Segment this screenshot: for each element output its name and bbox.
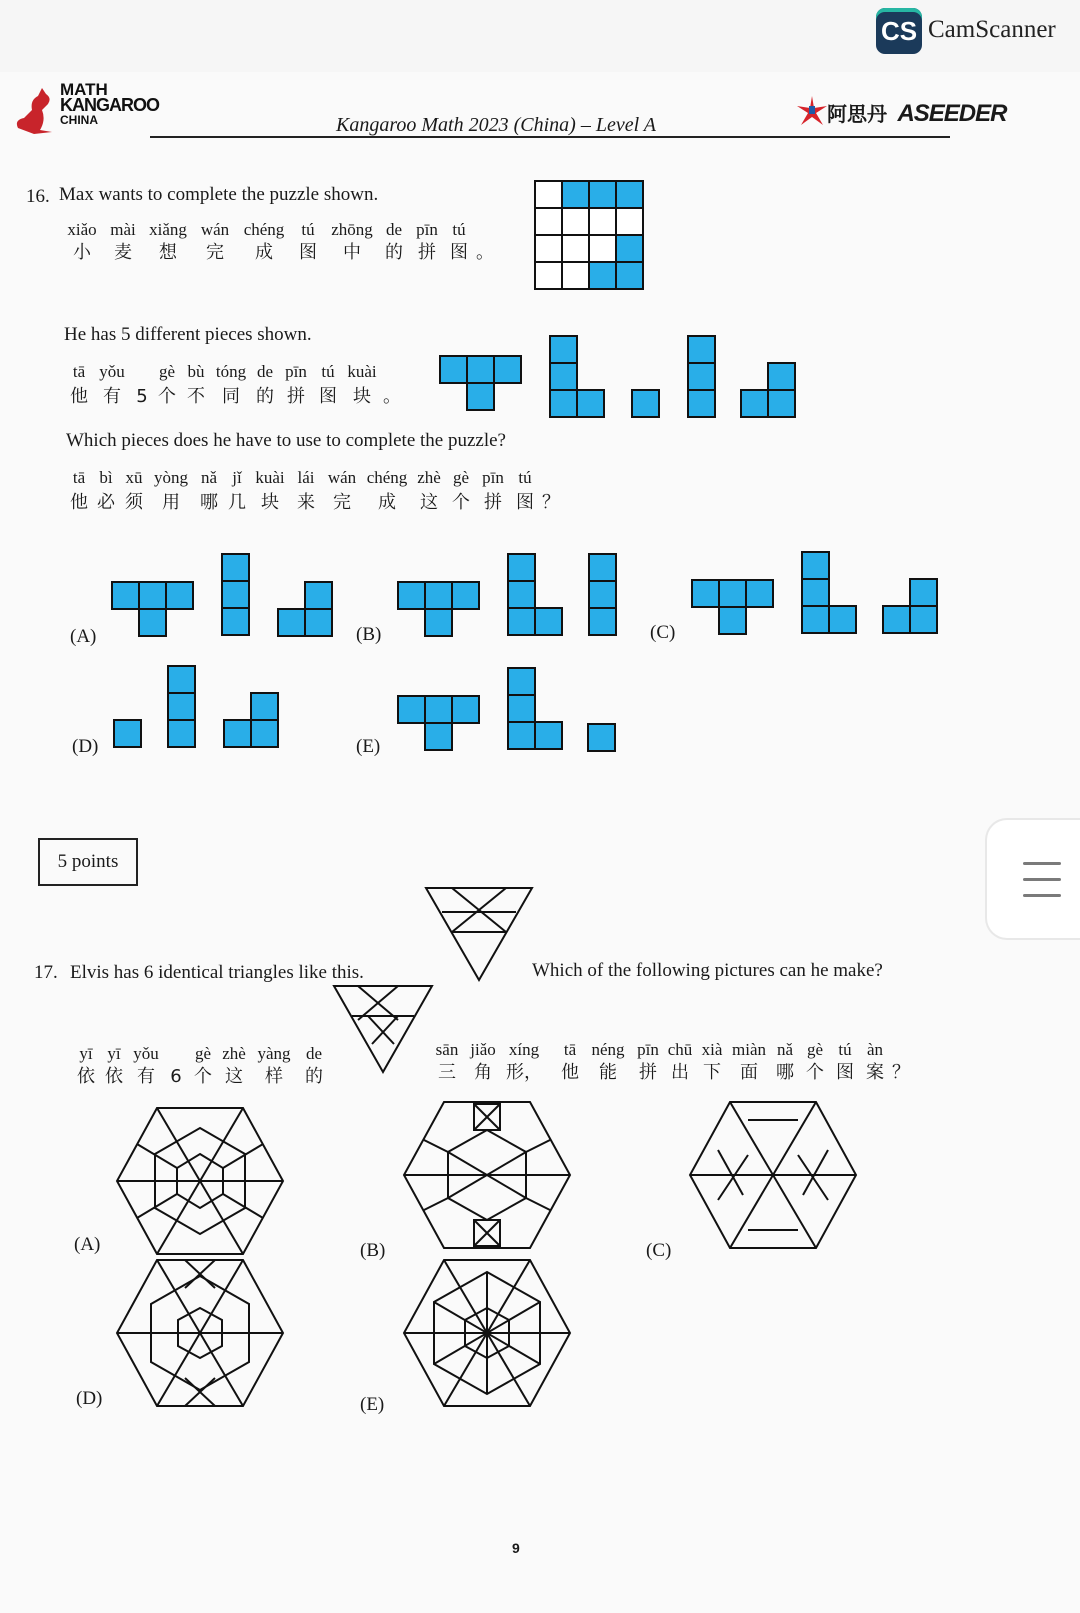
q16-option-c[interactable]: (C): [650, 622, 676, 643]
q16-option-a-pieces: [110, 552, 340, 642]
q16-line1-pinyin: xiǎo mài xiǎng wán chéng tú zhōng de pīn tú: [67, 220, 466, 239]
q17-option-a-hexagon: [115, 1106, 285, 1256]
menu-icon: [1023, 862, 1061, 865]
q17-option-e-hexagon: [402, 1258, 572, 1408]
q16-option-b-pieces: [396, 552, 628, 642]
q16-line1-hanzi: 小 麦 想 完 成 图 中 的 拼 图 。: [73, 242, 494, 263]
q17-number: 17.: [34, 962, 58, 983]
camscanner-logo-icon: CS: [876, 8, 922, 54]
q17-triangle-bottom: [332, 984, 434, 1074]
logo-line-china: CHINA: [60, 113, 98, 127]
page-title: Kangaroo Math 2023 (China) – Level A: [336, 114, 656, 136]
aseeder-logo: [795, 98, 1006, 128]
header-divider: [150, 136, 950, 138]
q16-option-e-pieces: [396, 666, 626, 756]
q17-hanzi-left: 依 依 有 6 个 这 样 的: [77, 1066, 323, 1087]
section-points-box: 5 points: [38, 838, 138, 886]
q16-option-a[interactable]: (A): [70, 626, 97, 647]
q17-option-b[interactable]: (B): [360, 1240, 386, 1261]
camscanner-name: CamScanner: [928, 16, 1056, 43]
q16-option-c-pieces: [690, 550, 946, 640]
sponsor-cn: 阿思丹: [827, 104, 887, 126]
q16-line3-hanzi: 他 必 须 用 哪 几 块 来 完 成 这 个 拼 图 ？: [70, 492, 560, 513]
q16-line3-pinyin: tā bì xū yòng nǎ jǐ kuài lái wán chéng zhè gè pīn tú: [72, 468, 532, 487]
q16-option-e[interactable]: (E): [356, 736, 381, 757]
q17-hanzi-right: 三 角 形， 他 能 拼 出 下 面 哪 个 图 案 ？: [438, 1062, 910, 1083]
aseeder-star-icon: [795, 94, 829, 128]
q17-line1-en: Elvis has 6 identical triangles like this.: [70, 962, 364, 983]
q17-pinyin-right: sān jiǎo xíng tā néng pīn chū xià miàn nǎ gè tú àn: [435, 1040, 884, 1059]
side-menu-button[interactable]: [985, 818, 1080, 940]
sponsor-en: ASEEDER: [897, 100, 1007, 127]
q16-line2-en: He has 5 different pieces shown.: [64, 324, 312, 345]
q17-option-a[interactable]: (A): [74, 1234, 101, 1255]
q17-option-d-hexagon: [115, 1258, 285, 1408]
q16-line2-pinyin: tā yǒu gè bù tóng de pīn tú kuài: [72, 362, 377, 381]
q17-option-c[interactable]: (C): [646, 1240, 672, 1261]
q17-option-c-hexagon: [688, 1100, 858, 1250]
q17-option-e[interactable]: (E): [360, 1394, 385, 1415]
kangaroo-icon: [12, 80, 56, 136]
q17-line1b-en: Which of the following pictures can he make?: [532, 960, 883, 981]
logo-line-kangaroo: KANGAROO: [60, 95, 159, 115]
q16-number: 16.: [26, 186, 50, 207]
q16-puzzle-grid: [534, 180, 646, 292]
q16-option-d-pieces: [112, 664, 292, 754]
q16-option-d[interactable]: (D): [72, 736, 99, 757]
logo-line-math: MATH: [60, 80, 108, 99]
q16-line2-hanzi: 他 有 5 个 不 同 的 拼 图 块 。: [70, 386, 401, 407]
scanner-bar: [0, 0, 1080, 72]
page-number: 9: [512, 1540, 520, 1556]
q16-line1-en: Max wants to complete the puzzle shown.: [59, 184, 379, 205]
q16-line3-en: Which pieces does he have to use to complete the puzzle?: [66, 430, 506, 451]
q17-triangle-top: [424, 886, 534, 982]
q17-option-b-hexagon: [402, 1100, 572, 1250]
q16-option-b[interactable]: (B): [356, 624, 382, 645]
math-kangaroo-logo: [12, 80, 162, 136]
q17-option-d[interactable]: (D): [76, 1388, 103, 1409]
q17-pinyin-left: yī yī yǒu gè zhè yàng de: [79, 1044, 323, 1063]
q16-five-pieces: [438, 334, 808, 424]
